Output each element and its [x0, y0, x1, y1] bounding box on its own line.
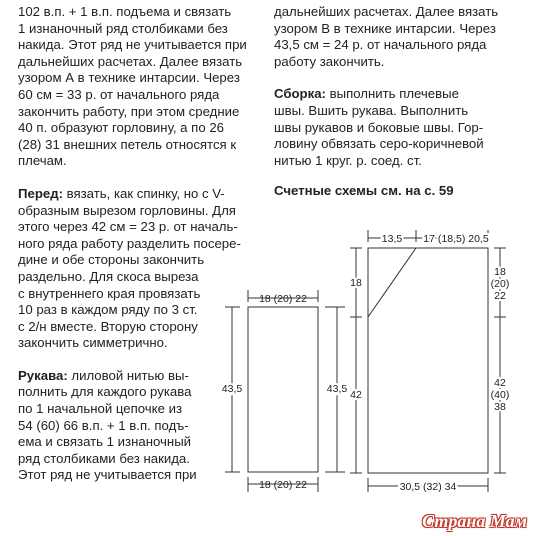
text-line: плечам. [18, 153, 67, 169]
watermark-logo: Страна Мам [422, 511, 527, 531]
text-line: 10 раз в каждом ряду по 3 ст. [18, 302, 198, 318]
body-right-lower-2: (40) [490, 389, 510, 401]
text-line: закончить симметрично. [18, 335, 168, 351]
sleeve-left-height: 43,5 [221, 383, 243, 395]
text-line: дальнейших расчетах. Далее вязать [274, 4, 499, 19]
text-line: ема и связать 1 изнаночный [18, 434, 192, 450]
text-line: швы рукавов и боковые швы. Гор- [274, 119, 484, 135]
text-line: дине и обе стороны закончить [18, 252, 205, 268]
sleeve-outline [248, 307, 318, 472]
body-right-upper-2: (20) [490, 278, 510, 290]
text-line: узором В в технике интарсии. Через [274, 20, 496, 36]
charts-note: Счетные схемы см. на с. 59 [274, 183, 454, 198]
body-right-upper-3: 22 [494, 290, 506, 302]
text-line-rest: выполнить плечевые [325, 86, 459, 102]
text-line: с 2/н вместе. Вторую сторону [18, 318, 198, 334]
text-line: нитью 1 круг. р. соед. ст. [274, 152, 422, 168]
text-line: 60 см = 33 р. от начального ряда [18, 86, 220, 102]
text-line: по 1 начальной цепочке из [18, 401, 183, 417]
neckline-slope [368, 248, 416, 317]
body-right-upper-1: 18 [494, 266, 506, 278]
text-line: раздельно. Для скоса выреза [18, 268, 199, 284]
text-line: 43,5 см = 24 р. от начального ряда [274, 37, 487, 53]
body-neck-depth: 18 [350, 277, 362, 289]
text-line: 54 (60) 66 в.п. + 1 в.п. подъ- [18, 417, 189, 433]
text-line: с внутреннего края провязать [18, 285, 201, 301]
text-line: этого через 42 см = 23 р. от началь- [18, 219, 238, 235]
text-line: ряд столбиками без накида. [18, 450, 190, 466]
text-line: накида. Этот ряд не учитывается при [18, 37, 247, 53]
text-line: дальнейших расчетах. Далее вязать [18, 53, 243, 69]
text-line: (28) 31 внешних петель относятся к [18, 136, 237, 152]
sleeve-bottom-width: 18 (20) 22 [259, 479, 307, 491]
text-line: 102 в.п. + 1 в.п. подъема и связать [18, 4, 232, 19]
text-line: образным вырезом горловины. Для [18, 202, 236, 218]
body-right-lower-1: 42 [494, 377, 506, 389]
body-left-lower: 42 [350, 389, 362, 401]
text-line: ного ряда работу разделить посере- [18, 235, 241, 251]
body-right-lower-3: 38 [494, 401, 506, 413]
sleeves-heading: Рукава: [18, 367, 68, 383]
body-top-shoulder: 17 (18,5) 20,5 [423, 233, 489, 245]
body-top-neck: 13,5 [381, 233, 403, 245]
text-line: узором А в технике интарсии. Через [18, 70, 240, 86]
sleeve-right-height: 43,5 [326, 383, 348, 395]
text-line: швы. Вшить рукава. Выполнить [274, 102, 469, 118]
assembly-heading: Сборка: [274, 86, 326, 102]
body-bottom-width: 30,5 (32) 34 [399, 481, 457, 493]
text-line: полнить для каждого рукава [18, 384, 192, 400]
text-line: 40 п. образуют горловину, а по 26 [18, 120, 224, 136]
text-line-rest: лиловой нитью вы- [67, 367, 189, 383]
front-heading: Перед: [18, 185, 63, 201]
text-line: Этот ряд не учитывается при [18, 467, 197, 483]
sleeve-top-width: 18 (20) 22 [259, 293, 307, 305]
text-line: 1 изнаночный ряд столбиками без [18, 20, 228, 36]
text-line: ловину обвязать серо-коричневой [274, 136, 484, 152]
text-line-rest: вязать, как спинку, но с V- [62, 185, 225, 201]
body-outline [368, 248, 488, 473]
text-line: закончить работу, при этом средние [18, 103, 240, 119]
text-line: работу закончить. [274, 53, 385, 69]
